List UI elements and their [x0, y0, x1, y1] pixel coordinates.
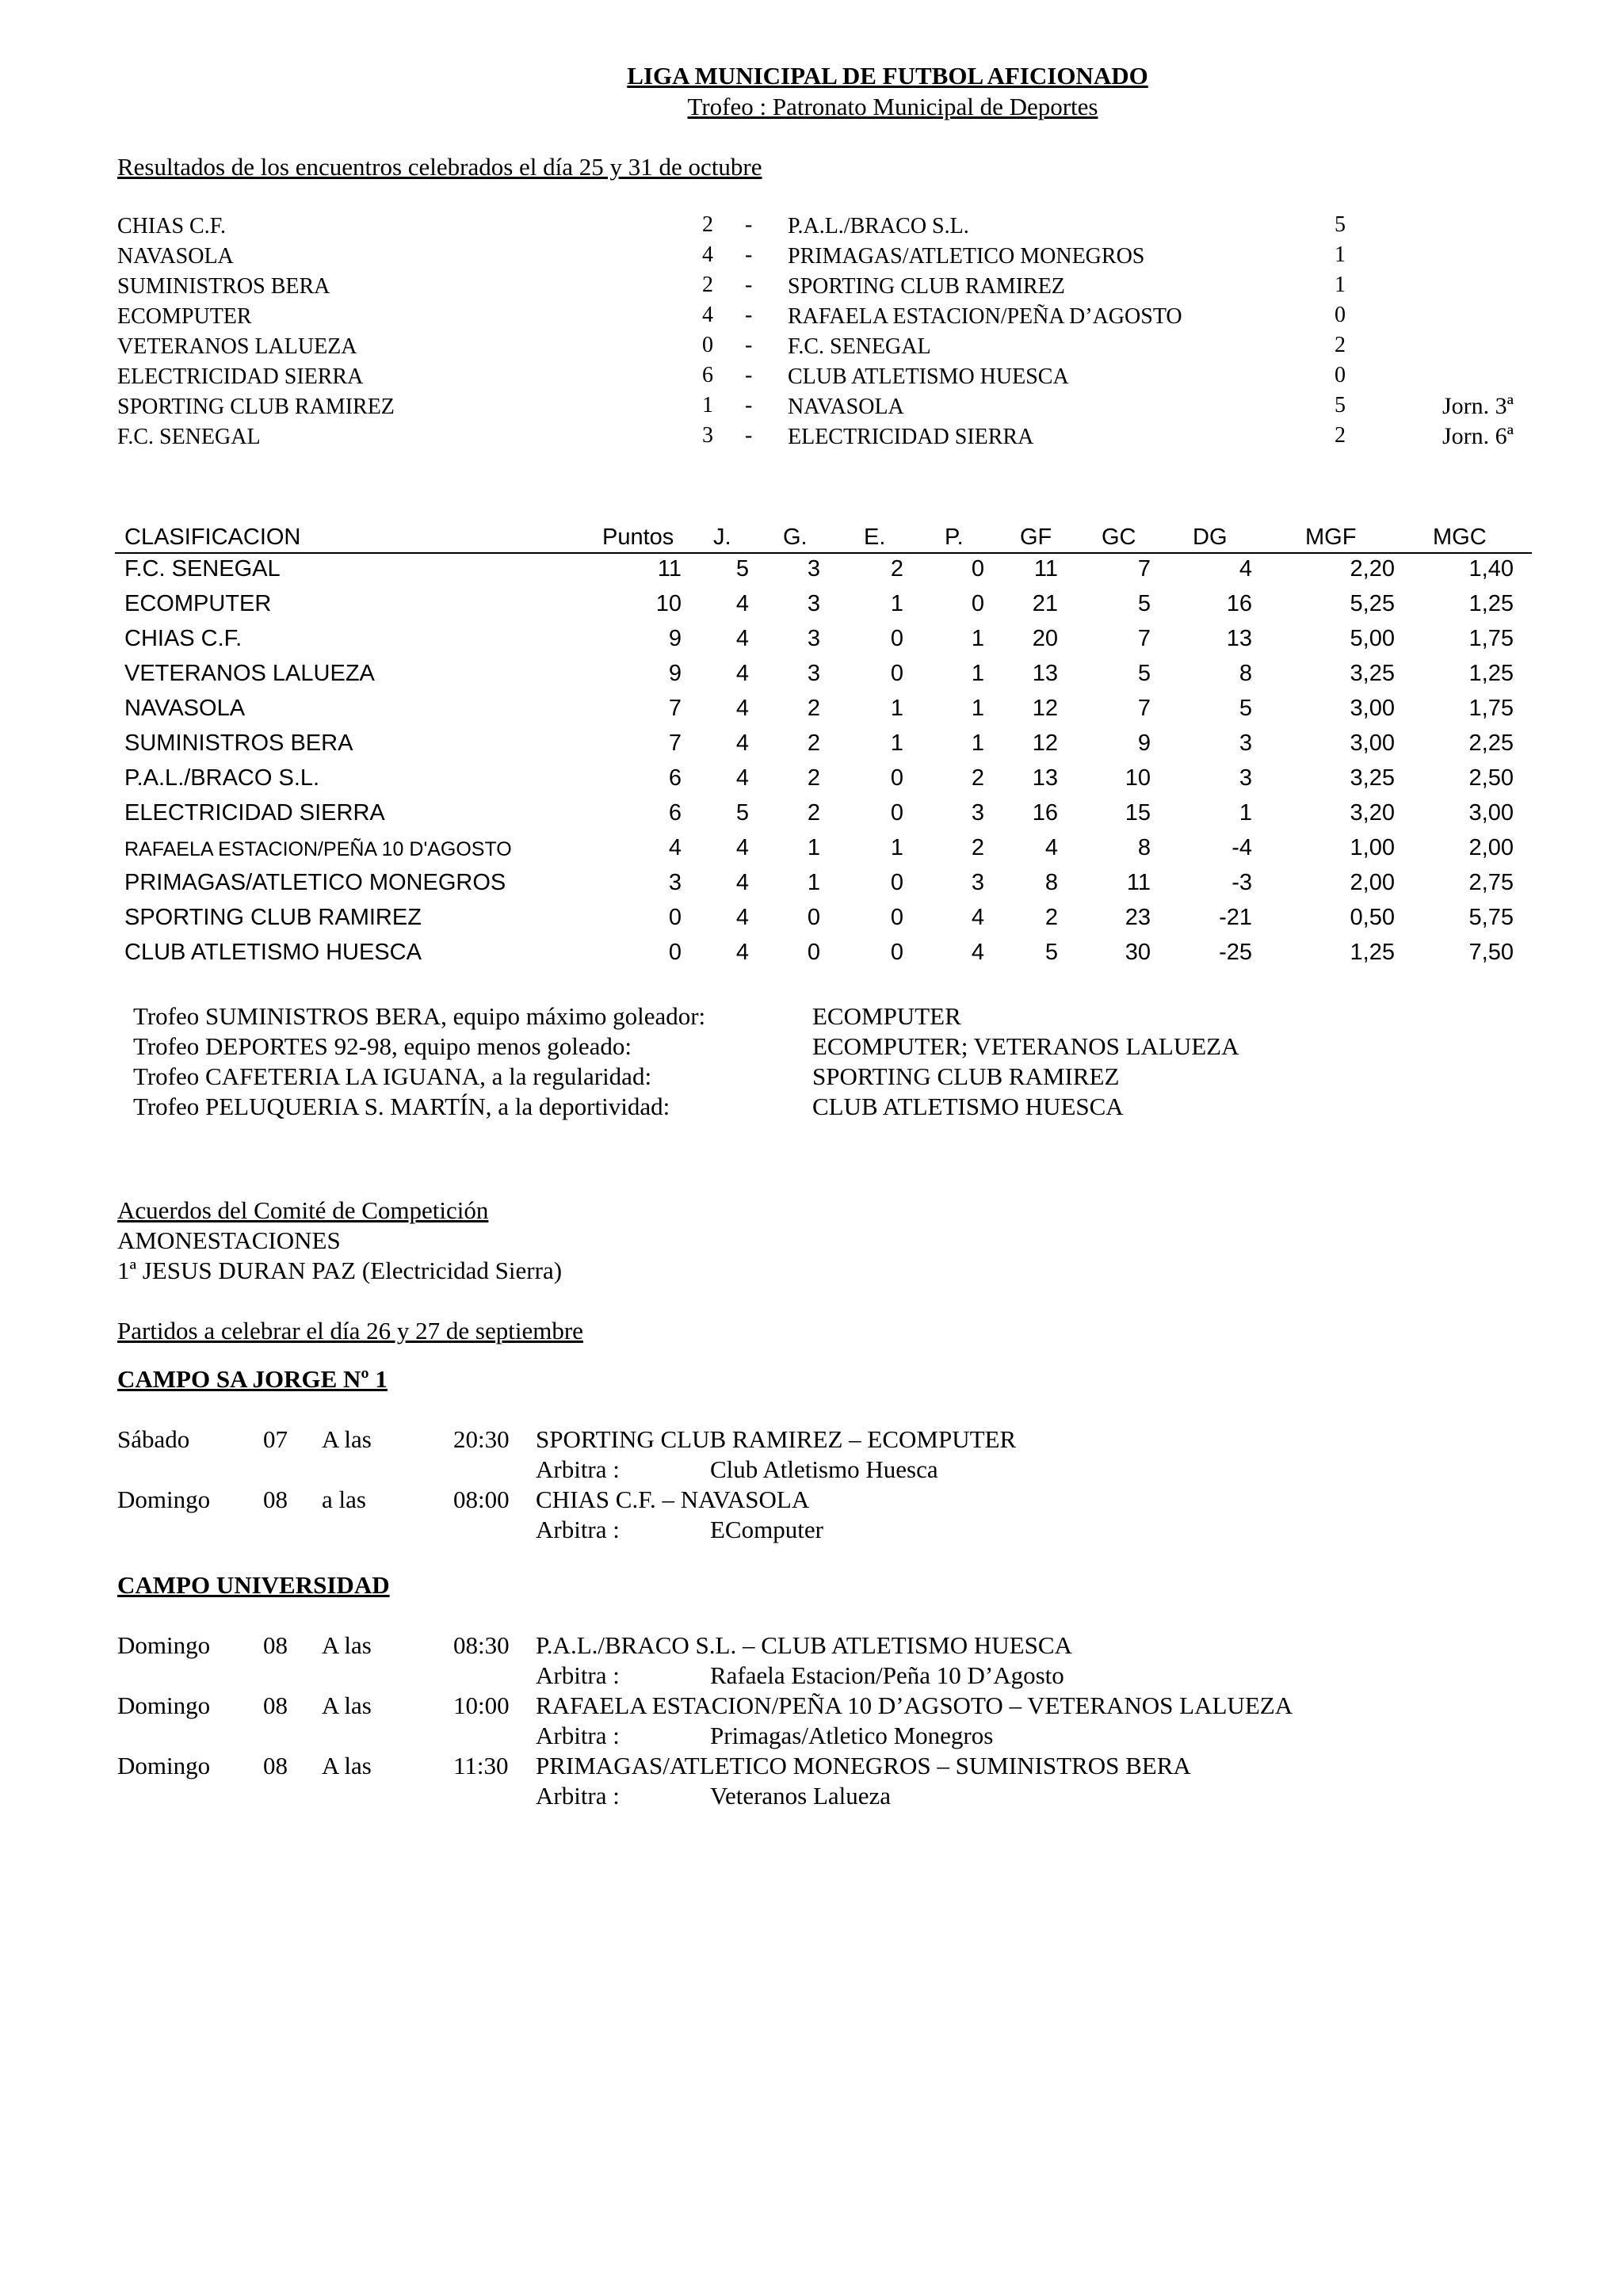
standings-cell: 1,75 [1468, 626, 1514, 651]
standings-cell: 21 [1032, 591, 1058, 616]
fixture-date: 07 [263, 1425, 288, 1453]
standings-col-header: J. [713, 524, 731, 550]
standings-team-name: PRIMAGAS/ATLETICO MONEGROS [124, 870, 506, 895]
standings-cell: 0,50 [1350, 905, 1395, 930]
standings-cell: 3 [668, 870, 682, 895]
standings-cell: 1 [890, 696, 903, 721]
fixture-referee: Rafaela Estacion/Peña 10 D’Agosto [710, 1661, 1064, 1689]
result-home-team: SPORTING CLUB RAMIREZ [117, 395, 395, 419]
result-home-goals: 2 [702, 212, 713, 237]
result-note: Jorn. 3ª [1442, 393, 1514, 419]
standings-cell: 0 [668, 940, 682, 965]
standings-cell: 4 [668, 835, 682, 860]
standings-cell: 6 [668, 765, 682, 791]
result-home-team: ECOMPUTER [117, 304, 252, 329]
standings-cell: 1 [971, 626, 984, 651]
fixture-referee-label: Arbitra : [536, 1455, 620, 1483]
fixture-match: RAFAELA ESTACION/PEÑA 10 D’AGSOTO – VETERANOS LALUEZA [536, 1691, 1293, 1719]
fixture-at: A las [322, 1425, 372, 1453]
result-away-goals: 2 [1335, 423, 1346, 448]
fixture-match: SPORTING CLUB RAMIREZ – ECOMPUTER [536, 1425, 1017, 1453]
result-away-team: NAVASOLA [788, 395, 904, 419]
fixtures-heading: Partidos a celebrar el día 26 y 27 de septiembre [117, 1317, 583, 1344]
standings-cell: 4 [735, 940, 749, 965]
standings-cell: 8 [1137, 835, 1151, 860]
standings-cell: 5 [1137, 591, 1151, 616]
standings-cell: 1 [1239, 800, 1252, 826]
result-away-team: P.A.L./BRACO S.L. [788, 214, 969, 238]
standings-cell: 3 [971, 800, 984, 826]
fixture-time: 11:30 [453, 1752, 509, 1779]
standings-cell: 3,25 [1350, 765, 1395, 791]
fixture-at: A las [322, 1691, 372, 1719]
standings-cell: 4 [1239, 556, 1252, 582]
fixture-at: A las [322, 1631, 372, 1659]
trophy-winner: CLUB ATLETISMO HUESCA [812, 1093, 1124, 1120]
standings-cell: 9 [668, 626, 682, 651]
standings-cell: 7 [668, 696, 682, 721]
standings-cell: -4 [1232, 835, 1252, 860]
result-home-goals: 4 [702, 303, 713, 327]
standings-cell: 2,25 [1468, 730, 1514, 756]
result-home-goals: 1 [702, 393, 713, 418]
standings-cell: 7 [1137, 696, 1151, 721]
standings-cell: 2 [971, 765, 984, 791]
standings-cell: 1 [807, 835, 820, 860]
fixture-at: a las [322, 1486, 366, 1513]
standings-cell: 5,25 [1350, 591, 1395, 616]
fixture-day: Domingo [117, 1486, 211, 1513]
result-home-team: CHIAS C.F. [117, 214, 227, 238]
standings-cell: 5 [1044, 940, 1058, 965]
standings-cell: 1,25 [1468, 661, 1514, 686]
result-home-team: ELECTRICIDAD SIERRA [117, 364, 364, 389]
standings-cell: 2,75 [1468, 870, 1514, 895]
standings-cell: 5 [1239, 696, 1252, 721]
trophy-winner: ECOMPUTER [812, 1002, 961, 1030]
standings-team-name: NAVASOLA [124, 696, 246, 721]
standings-cell: 1 [971, 696, 984, 721]
standings-cell: 0 [890, 905, 903, 930]
trophy-label: Trofeo DEPORTES 92-98, equipo menos goleado: [133, 1032, 632, 1060]
standings-cell: 7 [1137, 556, 1151, 582]
standings-cell: 0 [890, 870, 903, 895]
result-away-team: CLUB ATLETISMO HUESCA [788, 364, 1069, 389]
standings-cell: 1,40 [1468, 556, 1514, 582]
venue-name: CAMPO SA JORGE Nº 1 [117, 1365, 388, 1393]
standings-cell: 9 [668, 661, 682, 686]
standings-cell: 11 [657, 556, 682, 582]
standings-cell: 3,00 [1468, 800, 1514, 826]
fixture-referee: Primagas/Atletico Monegros [710, 1722, 994, 1749]
standings-cell: 4 [735, 626, 749, 651]
standings-cell: 3 [1239, 765, 1252, 791]
standings-cell: 2,20 [1350, 556, 1395, 582]
standings-cell: 2 [807, 800, 820, 826]
standings-cell: 15 [1125, 800, 1151, 826]
standings-cell: 4 [735, 730, 749, 756]
standings-team-name: SUMINISTROS BERA [124, 730, 353, 756]
standings-cell: 2 [1044, 905, 1058, 930]
standings-cell: 0 [807, 940, 820, 965]
result-separator: - [745, 393, 753, 418]
standings-cell: 4 [735, 905, 749, 930]
standings-cell: -3 [1232, 870, 1252, 895]
standings-cell: 3,00 [1350, 696, 1395, 721]
committee-entry: 1ª JESUS DURAN PAZ (Electricidad Sierra) [117, 1257, 563, 1284]
standings-cell: 4 [971, 940, 984, 965]
standings-cell: 4 [735, 835, 749, 860]
standings-cell: 4 [735, 696, 749, 721]
standings-team-name: CLUB ATLETISMO HUESCA [124, 940, 422, 965]
result-note: Jorn. 6ª [1442, 423, 1514, 449]
result-away-goals: 5 [1335, 393, 1346, 418]
standings-cell: 0 [890, 800, 903, 826]
standings-cell: 16 [1226, 591, 1252, 616]
result-away-team: PRIMAGAS/ATLETICO MONEGROS [788, 244, 1145, 269]
fixture-day: Domingo [117, 1691, 211, 1719]
standings-col-header: GF [1020, 524, 1052, 550]
standings-cell: 3 [807, 661, 820, 686]
trophy-winner: ECOMPUTER; VETERANOS LALUEZA [812, 1032, 1239, 1060]
standings-cell: 3,20 [1350, 800, 1395, 826]
standings-team-name: P.A.L./BRACO S.L. [124, 765, 320, 791]
standings-cell: 7,50 [1468, 940, 1514, 965]
standings-cell: 1 [890, 730, 903, 756]
result-home-goals: 3 [702, 423, 713, 448]
standings-cell: 13 [1032, 661, 1058, 686]
standings-cell: 5,00 [1350, 626, 1395, 651]
result-home-goals: 4 [702, 242, 713, 267]
standings-cell: 9 [1137, 730, 1151, 756]
result-away-goals: 1 [1335, 242, 1346, 267]
standings-cell: 12 [1032, 730, 1058, 756]
result-separator: - [745, 242, 753, 267]
fixture-date: 08 [263, 1752, 288, 1779]
fixture-at: A las [322, 1752, 372, 1779]
fixture-match: P.A.L./BRACO S.L. – CLUB ATLETISMO HUESCA [536, 1631, 1072, 1659]
standings-cell: 3 [1239, 730, 1252, 756]
result-home-team: NAVASOLA [117, 244, 234, 269]
trophy-winner: SPORTING CLUB RAMIREZ [812, 1062, 1120, 1090]
standings-cell: 3 [971, 870, 984, 895]
venue-name: CAMPO UNIVERSIDAD [117, 1571, 390, 1599]
fixture-match: PRIMAGAS/ATLETICO MONEGROS – SUMINISTROS BERA [536, 1752, 1191, 1779]
standings-col-header: GC [1102, 524, 1136, 550]
standings-cell: 4 [735, 765, 749, 791]
page-subtitle: Trofeo : Patronato Municipal de Deportes [687, 93, 1098, 120]
standings-cell: 2,50 [1468, 765, 1514, 791]
standings-col-header: MGC [1433, 524, 1487, 550]
standings-cell: 1,75 [1468, 696, 1514, 721]
standings-cell: 11 [1126, 870, 1151, 895]
standings-col-header: E. [864, 524, 886, 550]
committee-heading: Acuerdos del Comité de Competición [117, 1196, 489, 1224]
standings-cell: 0 [971, 591, 984, 616]
page-title: LIGA MUNICIPAL DE FUTBOL AFICIONADO [627, 62, 1148, 90]
standings-cell: 3,00 [1350, 730, 1395, 756]
result-away-team: ELECTRICIDAD SIERRA [788, 425, 1034, 449]
result-away-team: RAFAELA ESTACION/PEÑA D’AGOSTO [788, 304, 1182, 329]
result-home-team: VETERANOS LALUEZA [117, 334, 357, 359]
fixture-referee-label: Arbitra : [536, 1782, 620, 1810]
standings-col-header: CLASIFICACION [124, 524, 301, 550]
result-separator: - [745, 363, 753, 387]
standings-cell: 1,25 [1468, 591, 1514, 616]
standings-cell: 0 [890, 940, 903, 965]
trophy-label: Trofeo SUMINISTROS BERA, equipo máximo goleador: [133, 1002, 706, 1030]
result-away-goals: 2 [1335, 333, 1346, 357]
standings-cell: 13 [1032, 765, 1058, 791]
fixture-referee: EComputer [710, 1516, 823, 1543]
standings-cell: 2 [807, 765, 820, 791]
result-away-goals: 1 [1335, 273, 1346, 297]
standings-cell: 2 [971, 835, 984, 860]
standings-col-header: P. [945, 524, 964, 550]
standings-cell: 2,00 [1468, 835, 1514, 860]
standings-cell: -25 [1219, 940, 1252, 965]
standings-cell: 3,25 [1350, 661, 1395, 686]
result-away-goals: 0 [1335, 363, 1346, 387]
standings-cell: 2 [890, 556, 903, 582]
standings-cell: 4 [735, 591, 749, 616]
standings-cell: 13 [1226, 626, 1252, 651]
standings-cell: 0 [807, 905, 820, 930]
result-home-goals: 2 [702, 273, 713, 297]
standings-cell: 4 [735, 661, 749, 686]
standings-col-header: G. [783, 524, 808, 550]
standings-col-header: Puntos [602, 524, 674, 550]
result-home-team: SUMINISTROS BERA [117, 274, 330, 299]
fixture-time: 08:00 [453, 1486, 510, 1513]
fixture-day: Sábado [117, 1425, 190, 1453]
fixture-match: CHIAS C.F. – NAVASOLA [536, 1486, 810, 1513]
result-separator: - [745, 423, 753, 448]
standings-header-rule [115, 552, 1532, 554]
standings-cell: 1 [971, 661, 984, 686]
fixture-referee: Veteranos Lalueza [710, 1782, 892, 1810]
standings-team-name: CHIAS C.F. [124, 626, 242, 651]
standings-team-name: SPORTING CLUB RAMIREZ [124, 905, 422, 930]
standings-cell: 1,00 [1350, 835, 1395, 860]
standings-cell: 1,25 [1350, 940, 1395, 965]
standings-cell: 3 [807, 591, 820, 616]
standings-team-name: ELECTRICIDAD SIERRA [124, 800, 385, 826]
trophy-label: Trofeo CAFETERIA LA IGUANA, a la regularidad: [133, 1062, 652, 1090]
trophy-label: Trofeo PELUQUERIA S. MARTÍN, a la deportividad: [133, 1093, 670, 1120]
standings-cell: 0 [971, 556, 984, 582]
standings-cell: 1 [807, 870, 820, 895]
fixture-date: 08 [263, 1486, 288, 1513]
standings-cell: 16 [1032, 800, 1058, 826]
standings-cell: 10 [655, 591, 682, 616]
result-away-team: F.C. SENEGAL [788, 334, 931, 359]
standings-col-header: MGF [1305, 524, 1357, 550]
standings-cell: -21 [1219, 905, 1252, 930]
fixture-date: 08 [263, 1691, 288, 1719]
result-home-goals: 0 [702, 333, 713, 357]
standings-cell: 7 [1137, 626, 1151, 651]
fixture-time: 08:30 [453, 1631, 510, 1659]
fixture-time: 10:00 [453, 1691, 510, 1719]
standings-cell: 2,00 [1350, 870, 1395, 895]
results-heading: Resultados de los encuentros celebrados el día 25 y 31 de octubre [117, 153, 762, 181]
fixture-day: Domingo [117, 1752, 211, 1779]
result-home-goals: 6 [702, 363, 713, 387]
fixture-time: 20:30 [453, 1425, 510, 1453]
standings-cell: 20 [1032, 626, 1058, 651]
result-home-team: F.C. SENEGAL [117, 425, 261, 449]
standings-cell: 3 [807, 626, 820, 651]
standings-cell: 0 [668, 905, 682, 930]
fixture-referee: Club Atletismo Huesca [710, 1455, 938, 1483]
standings-cell: 4 [1044, 835, 1058, 860]
result-away-team: SPORTING CLUB RAMIREZ [788, 274, 1065, 299]
standings-cell: 3 [807, 556, 820, 582]
standings-team-name: RAFAELA ESTACION/PEÑA 10 D'AGOSTO [124, 838, 512, 860]
fixture-referee-label: Arbitra : [536, 1516, 620, 1543]
standings-cell: 5,75 [1468, 905, 1514, 930]
result-separator: - [745, 303, 753, 327]
standings-cell: 5 [735, 800, 749, 826]
standings-cell: 7 [668, 730, 682, 756]
standings-cell: 8 [1044, 870, 1058, 895]
standings-team-name: F.C. SENEGAL [124, 556, 281, 582]
result-separator: - [745, 273, 753, 297]
standings-team-name: VETERANOS LALUEZA [124, 661, 375, 686]
standings-col-header: DG [1193, 524, 1228, 550]
standings-cell: 6 [668, 800, 682, 826]
standings-cell: 1 [890, 591, 903, 616]
standings-cell: 1 [971, 730, 984, 756]
result-separator: - [745, 212, 753, 237]
standings-cell: 1 [890, 835, 903, 860]
standings-cell: 4 [971, 905, 984, 930]
standings-cell: 8 [1239, 661, 1252, 686]
standings-cell: 10 [1125, 765, 1151, 791]
standings-cell: 5 [735, 556, 749, 582]
result-away-goals: 0 [1335, 303, 1346, 327]
standings-cell: 23 [1125, 905, 1151, 930]
standings-cell: 30 [1125, 940, 1151, 965]
fixture-date: 08 [263, 1631, 288, 1659]
standings-cell: 2 [807, 730, 820, 756]
standings-cell: 2 [807, 696, 820, 721]
standings-cell: 4 [735, 870, 749, 895]
standings-cell: 0 [890, 765, 903, 791]
standings-cell: 12 [1032, 696, 1058, 721]
fixture-referee-label: Arbitra : [536, 1661, 620, 1689]
standings-cell: 0 [890, 626, 903, 651]
result-away-goals: 5 [1335, 212, 1346, 237]
result-separator: - [745, 333, 753, 357]
standings-cell: 5 [1137, 661, 1151, 686]
standings-cell: 0 [890, 661, 903, 686]
fixture-day: Domingo [117, 1631, 211, 1659]
fixture-referee-label: Arbitra : [536, 1722, 620, 1749]
standings-team-name: ECOMPUTER [124, 591, 272, 616]
committee-section: AMONESTACIONES [117, 1226, 341, 1254]
standings-cell: 11 [1033, 556, 1058, 582]
